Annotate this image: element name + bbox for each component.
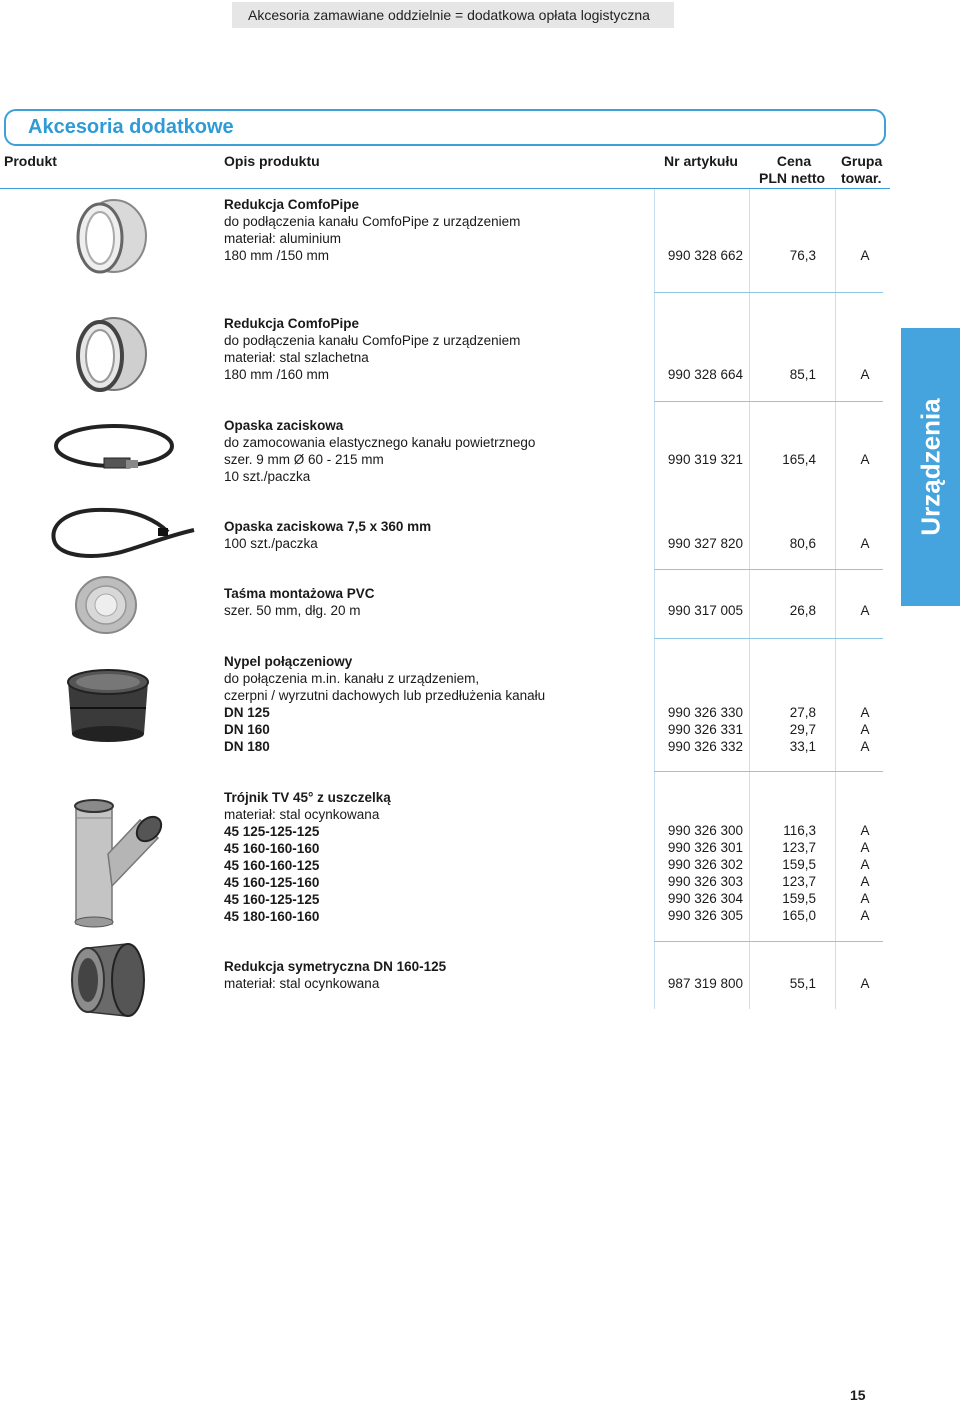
price: 76,3 [789,248,816,263]
row-description: Trójnik TV 45° z uszczelką materiał: stal ocynkowana 45 125-125-125 45 160-160-160 45 160-160-125 45 160-125-160 45 160-125-125 45 180-160-160 [224,790,391,924]
row-divider [654,401,883,402]
article-number: 990 319 321 [667,452,743,467]
product-group: A [860,367,870,382]
connector-nipple-icon [62,664,154,744]
section-title: Akcesoria dodatkowe [4,109,886,146]
hose-clamp-icon [52,420,176,476]
header-product: Produkt [4,153,57,169]
metal-reducer-ring-icon [70,196,150,278]
article-number: 990 328 664 [667,367,743,382]
header-price: Cena [776,153,812,169]
row-description: Taśma montażowa PVC szer. 50 mm, dłg. 20 m [224,586,375,618]
steel-reducer-ring-icon [70,314,150,396]
column-divider [654,189,655,1009]
row-divider [654,292,883,293]
price: 55,1 [789,976,816,991]
article-number: 990 328 662 [667,248,743,263]
logistics-notice: Akcesoria zamawiane oddzielnie = dodatkowa opłata logistyczna [232,2,674,28]
pvc-tape-roll-icon [72,574,140,636]
row-divider [654,771,883,772]
article-number: 987 319 800 [667,976,743,991]
row-description: Redukcja ComfoPipe do podłączenia kanału ComfoPipe z urządzeniem materiał: aluminium 180 mm /150 mm [224,197,521,263]
row-description: Redukcja ComfoPipe do podłączenia kanału ComfoPipe z urządzeniem materiał: stal szlachetna 180 mm /160 mm [224,316,521,382]
product-group: A [860,452,870,467]
price: 26,8 [789,603,816,618]
product-group: A A A [860,705,870,754]
row-description: Opaska zaciskowa do zamocowania elastycznego kanału powietrznego szer. 9 mm Ø 60 - 215 mm 10 szt./paczka [224,418,536,484]
table-header [0,153,890,189]
price: 85,1 [789,367,816,382]
row-description: Redukcja symetryczna DN 160-125 materiał: stal ocynkowana [224,959,447,991]
product-group: A [860,248,870,263]
tee-fitting-icon [68,794,164,928]
row-description: Nypel połączeniowy do połączenia m.in. kanału z urządzeniem, czerpni / wyrzutni dachowych lub przedłużenia kanału DN 125 DN 160 DN 180 [224,654,546,754]
article-number: 990 317 005 [667,603,743,618]
price: 165,4 [782,452,816,467]
product-group: A [860,603,870,618]
header-description: Opis produktu [224,153,320,169]
article-number: 990 326 330 990 326 331 990 326 332 [667,705,743,754]
category-side-tab-label: Urządzenia [915,398,945,536]
header-price-unit: PLN netto [759,170,826,186]
page-number: 15 [850,1387,866,1403]
product-group: A A A A A A [860,823,870,923]
price: 80,6 [789,536,816,551]
article-number: 990 327 820 [667,536,743,551]
column-divider [835,189,836,1009]
column-divider [749,189,750,1009]
header-article: Nr artykułu [664,153,738,169]
product-group: A [860,536,870,551]
row-divider [654,941,883,942]
symmetric-reducer-icon [68,940,150,1020]
header-group-sub: towar. [841,170,882,186]
category-side-tab [901,328,960,606]
header-group: Grupa [841,153,883,169]
price: 116,3 123,7 159,5 123,7 159,5 165,0 [782,823,816,923]
price: 27,8 29,7 33,1 [789,705,816,754]
row-description: Opaska zaciskowa 7,5 x 360 mm 100 szt./paczka [224,519,432,551]
cable-tie-icon [48,502,198,564]
row-divider [654,638,883,639]
row-divider [654,569,883,570]
article-number: 990 326 300 990 326 301 990 326 302 990 326 303 990 326 304 990 326 305 [667,823,743,923]
product-group: A [860,976,870,991]
